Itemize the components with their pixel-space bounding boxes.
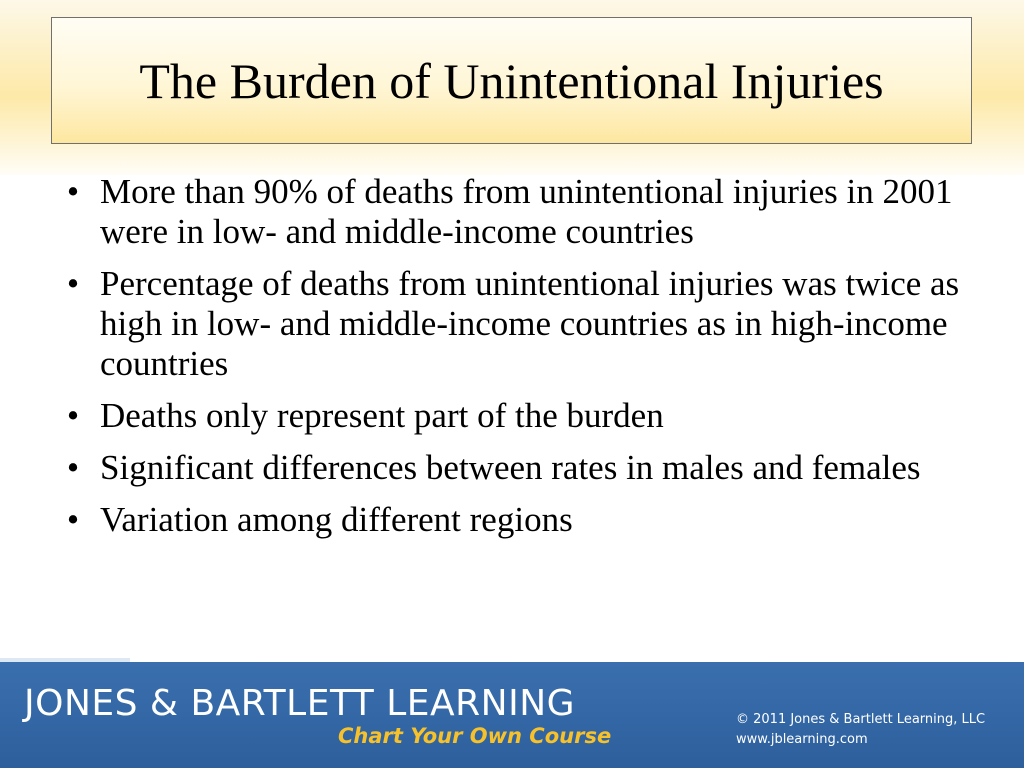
bullet-text: Percentage of deaths from unintentional injuries was twice as high in low- and middle-income countries as in high-income countries [100,264,960,383]
bullet-text: Significant differences between rates in males and females [100,448,921,487]
copyright-notice: © 2011 Jones & Bartlett Learning, LLC [736,712,986,727]
bullet-item [58,500,978,540]
publisher-logo: JONES & BARTLETT LEARNING [24,683,576,724]
publisher-tagline: Chart Your Own Course [338,724,612,748]
bullet-text: Variation among different regions [100,500,573,539]
bullet-text: More than 90% of deaths from unintentional injuries in 2001 were in low- and middle-income countries [100,172,953,251]
bullet-marker: • [66,396,80,435]
bullet-item [58,448,978,488]
bullet-marker: • [66,172,80,211]
bullet-text: Deaths only represent part of the burden [100,396,664,435]
bullet-marker: • [66,448,80,487]
bullet-item [58,264,978,384]
bullet-item [58,396,978,436]
bullet-marker: • [66,264,80,303]
website-url: www.jblearning.com [736,732,868,747]
bullet-marker: • [66,500,80,539]
slide-title: The Burden of Unintentional Injuries [139,52,884,109]
bullet-item [58,172,978,252]
title-box [51,17,972,144]
bullet-list [58,172,978,552]
